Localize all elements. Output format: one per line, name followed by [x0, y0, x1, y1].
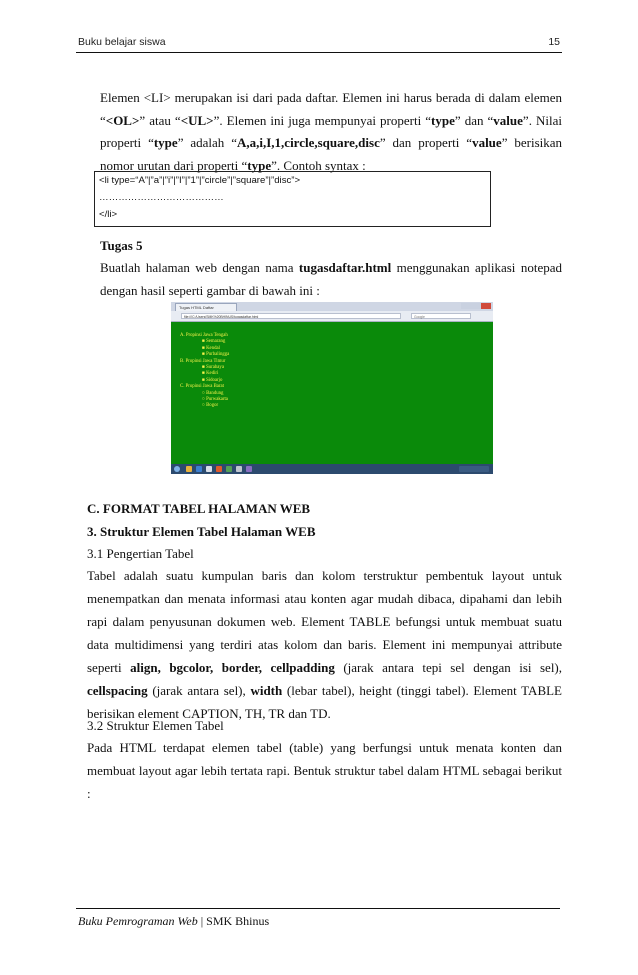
start-icon [174, 466, 180, 472]
rendered-page [171, 322, 493, 465]
list-item: B. Propinsi Jawa Timur [180, 358, 226, 364]
taskbar-app-icon [226, 466, 232, 472]
list-sub-item: ■ Semarang [202, 339, 226, 345]
taskbar-app-icon [196, 466, 202, 472]
list-sub-item: ○ Purwakarta [202, 397, 228, 403]
taskbar-app-icon [236, 466, 242, 472]
header-book-title: Buku belajar siswa [78, 36, 166, 48]
page-number: 15 [548, 36, 560, 48]
taskbar-app-icon [246, 466, 252, 472]
section-heading: C. FORMAT TABEL HALAMAN WEB [87, 501, 311, 516]
header-rule [76, 52, 562, 53]
list-item: A. Propinsi Jawa Tengah [180, 333, 228, 338]
taskbar-app-icon [206, 466, 212, 472]
list-sub-item: ■ Kediri [202, 371, 219, 377]
table-definition-paragraph: Tabel adalah suatu kumpulan baris dan kolom terstruktur pembentuk layout untuk menempatkan dan menata informasi atau konten agar mudah dibaca, dipahami dan lebih rapi dalam penyusunan dokumen web. Element TABLE befungsi untuk membuat suatu data multidimensi yang terdiri atas kolom dan baris. Element ini mempunyai attribute seperti align, bgcolor, border, cellpadding (jarak antara tepi sel dengan isi sel), cellspacing (jarak antara sel), width (lebar tabel), height (tinggi tabel). Element TABLE berisikan element CAPTION, TH, TR dan TD. [87, 568, 563, 721]
browser-tab: Tugas HTML Daftar [175, 303, 237, 311]
task-title: Tugas 5 [100, 238, 143, 253]
footer-rule [76, 908, 560, 909]
table-structure-paragraph: Pada HTML terdapat elemen tabel (table) yang berfungsi untuk menata konten dan membuat layout agar lebih tertata rapi. Bentuk struktur tabel dalam HTML sebagai berikut : [87, 740, 562, 801]
search-field: Google [411, 313, 471, 319]
syntax-example-box [94, 171, 491, 227]
code-line: </li> [99, 209, 118, 220]
code-line: ………………………………… [99, 192, 224, 203]
nested-list [180, 333, 229, 410]
list-sub-item: ■ Kendal [202, 345, 220, 351]
task-paragraph: Buatlah halaman web dengan nama tugasdaftar.html menggunakan aplikasi notepad dengan hasil seperti gambar di bawah ini : [100, 260, 562, 298]
list-sub-item: ○ Bandung [202, 390, 224, 396]
list-sub-item: ■ Sidoarjo [202, 377, 223, 383]
footer: Buku Pemrograman Web | SMK Bhinus [78, 914, 270, 928]
windows-taskbar [171, 464, 493, 474]
subsection-heading: 3. Struktur Elemen Tabel Halaman WEB [87, 524, 316, 539]
window-controls [461, 303, 491, 309]
intro-paragraph: Elemen <LI> merupakan isi dari pada daftar. Elemen ini harus berada di dalam elemen “<OL>” atau “<UL>”. Elemen ini juga mempunyai properti “type” dan “value”. Nilai properti “type” adalah “A,a,i,I,1,circle,square,disc” dan properti “value” berisikan nomor urutan dari properti “type”. Contoh syntax : [100, 90, 563, 173]
address-field: file:///C:/Users/SMK%20BHINUS/tugasdaftar.html [181, 313, 401, 319]
code-line: <li type=“A”|”a”|”i”|”I”|”1”|”circle”|”square”|”disc”> [99, 175, 301, 186]
taskbar-app-icon [186, 466, 192, 472]
taskbar-tray-icon [459, 466, 489, 472]
taskbar-app-icon [216, 466, 222, 472]
list-sub-item: ■ Purbalingga [202, 352, 230, 358]
subsection-title: 3.2 Struktur Elemen Tabel [87, 718, 224, 733]
list-item: C. Propinsi Jawa Barat [180, 384, 224, 390]
list-sub-item: ○ Bogor [202, 403, 219, 409]
list-sub-item: ■ Surabaya [202, 365, 224, 371]
browser-screenshot [171, 302, 493, 474]
subsection-title: 3.1 Pengertian Tabel [87, 546, 194, 561]
